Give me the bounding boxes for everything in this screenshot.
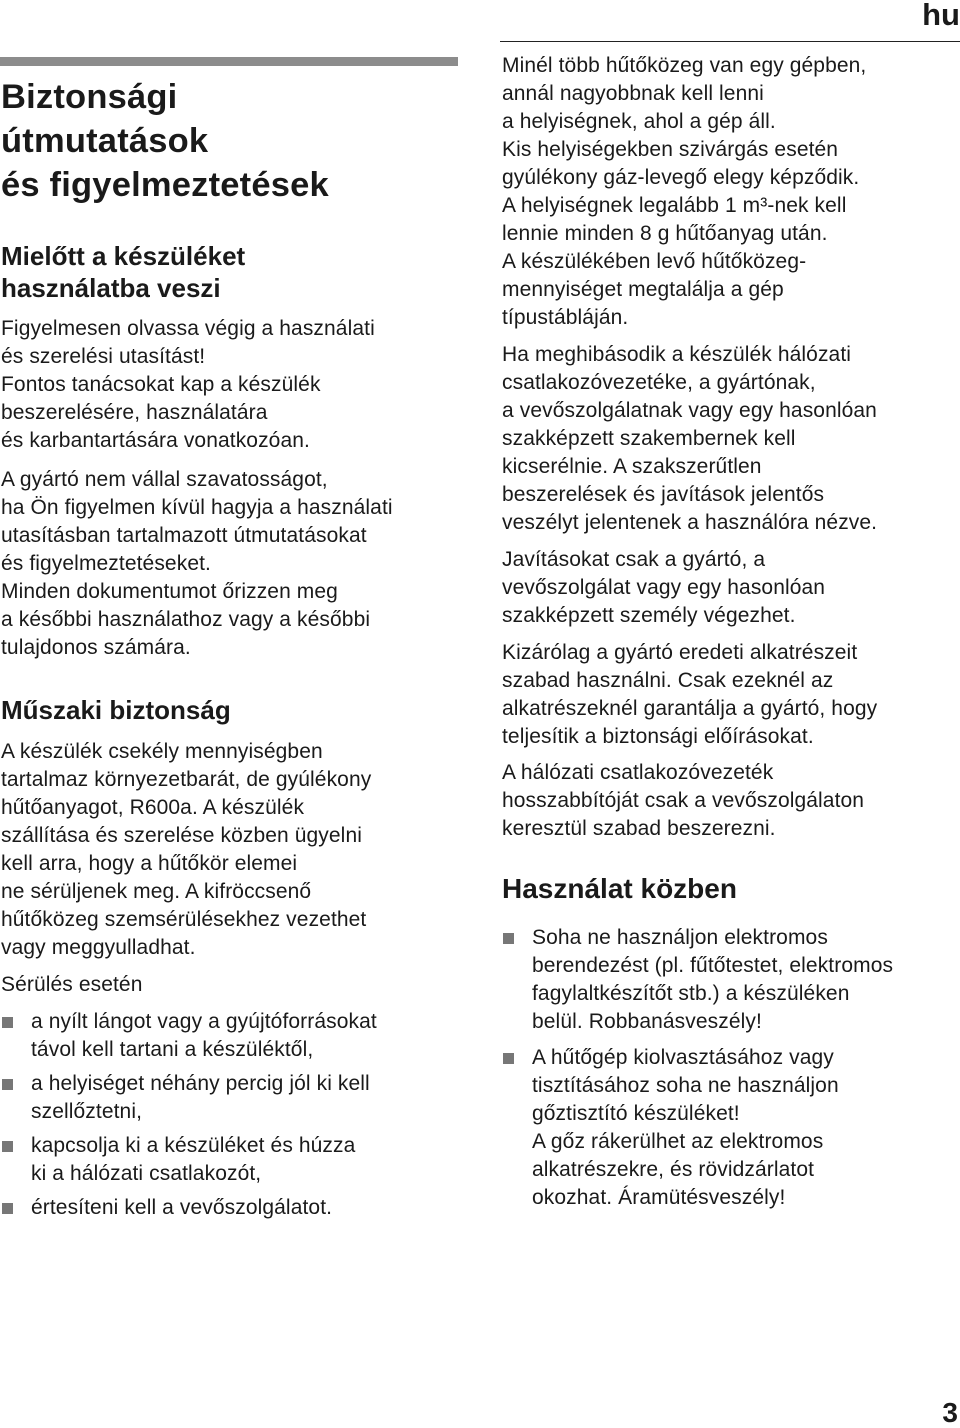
text-line: szállítása és szerelése közben ügyelni <box>1 824 362 847</box>
title-line: Biztonsági <box>1 78 178 116</box>
text-line: A hűtőgép kiolvasztásához vagy <box>532 1046 834 1069</box>
text-line: kell arra, hogy a hűtőkör elemei <box>1 852 298 875</box>
paragraph <box>502 639 958 751</box>
text-line: tartalmaz környezetbarát, de gyúlékony <box>1 768 372 791</box>
text-line: beszerelések és javítások jelentős <box>502 483 825 506</box>
section-heading-during-use: Használat közben <box>502 873 737 904</box>
text-line: okozhat. Áramütésveszély! <box>532 1186 786 1209</box>
text-line: fagylaltkészítőt stb.) a készüléken <box>532 982 850 1005</box>
text-line: ki a hálózati csatlakozót, <box>31 1162 262 1185</box>
heading-line: használatba veszi <box>1 273 221 303</box>
section-bar <box>0 57 458 66</box>
text-line: és karbantartására vonatkozóan. <box>1 429 310 452</box>
text-line: tisztításához soha ne használjon <box>532 1074 839 1097</box>
text-line: a nyílt lángot vagy a gyújtóforrásokat <box>31 1010 377 1033</box>
bullet-list <box>502 924 958 1212</box>
text-line: mennyiséget megtalálja a gép <box>502 278 784 301</box>
list-item <box>1 1194 461 1222</box>
text-line: keresztül szabad beszerezni. <box>502 817 776 840</box>
text-line: Minden dokumentumot őrizzen meg <box>1 580 338 603</box>
text-line: ha Ön figyelmen kívül hagyja a használati <box>1 496 393 519</box>
text-line: típustábláján. <box>502 306 629 329</box>
text-line: Kis helyiségekben szivárgás esetén <box>502 138 839 161</box>
text-line: kicserélnie. A szakszerűtlen <box>502 455 762 478</box>
section-heading-before-use <box>1 240 461 304</box>
title-line: és figyelmeztetések <box>1 166 329 204</box>
list-item <box>502 924 958 1036</box>
text-line: Kizárólag a gyártó eredeti alkatrészeit <box>502 641 858 664</box>
text-line: a későbbi használathoz vagy a későbbi <box>1 608 371 631</box>
list-item <box>1 1070 461 1126</box>
text-line: ne sérüljenek meg. A kifröccsenő <box>1 880 312 903</box>
text-line: Soha ne használjon elektromos <box>532 926 828 949</box>
paragraph <box>502 52 958 332</box>
text-line: a helyiséget néhány percig jól ki kell <box>31 1072 370 1095</box>
text-line: gőztisztító készüléket! <box>532 1102 740 1125</box>
section-heading-technical-safety: Műszaki biztonság <box>1 695 231 725</box>
text-line: Javításokat csak a gyártó, a <box>502 548 766 571</box>
text-line: távol kell tartani a készüléktől, <box>31 1038 314 1061</box>
text-line: A gyártó nem vállal szavatosságot, <box>1 468 328 491</box>
list-item <box>502 1044 958 1212</box>
list-item <box>1 1008 461 1064</box>
square-bullet-icon <box>2 1141 13 1152</box>
square-bullet-icon <box>503 933 514 944</box>
text-line: teljesítik a biztonsági előírásokat. <box>502 725 814 748</box>
text-line: A hálózati csatlakozóvezeték <box>502 761 774 784</box>
paragraph <box>1 738 461 962</box>
page-title <box>1 75 461 207</box>
text-line: lennie minden 8 g hűtőanyag után. <box>502 222 828 245</box>
text-line: a vevőszolgálatnak vagy egy hasonlóan <box>502 399 877 422</box>
text-line: hosszabbítóját csak a vevőszolgálaton <box>502 789 865 812</box>
text-line: és szerelési utasítást! <box>1 345 206 368</box>
text-line: hűtőanyagot, R600a. A készülék <box>1 796 305 819</box>
list-item <box>1 1132 461 1188</box>
title-line: útmutatások <box>1 122 209 160</box>
text-line: Minél több hűtőközeg van egy gépben, <box>502 54 867 77</box>
page-number: 3 <box>942 1397 958 1428</box>
paragraph <box>502 341 958 537</box>
text-line: Fontos tanácsokat kap a készülék <box>1 373 321 396</box>
text-line: vevőszolgálat vagy egy hasonlóan <box>502 576 826 599</box>
text-line: szakképzett személy végezhet. <box>502 604 796 627</box>
text-line: A készülékében levő hűtőközeg- <box>502 250 807 273</box>
text-line: vagy meggyulladhat. <box>1 936 196 959</box>
square-bullet-icon <box>2 1079 13 1090</box>
text-line: belül. Robbanásveszély! <box>532 1010 762 1033</box>
text-line: a helyiségnek, ahol a gép áll. <box>502 110 776 133</box>
paragraph <box>1 315 461 455</box>
text-line: utasításban tartalmazott útmutatásokat <box>1 524 367 547</box>
text-line: szabad használni. Csak ezeknél az <box>502 669 834 692</box>
language-code: hu <box>922 0 960 32</box>
square-bullet-icon <box>2 1017 13 1028</box>
text-line: csatlakozóvezetéke, a gyártónak, <box>502 371 816 394</box>
text-line: A gőz rákerülhet az elektromos <box>532 1130 824 1153</box>
text-line: alkatrészeknél garantálja a gyártó, hogy <box>502 697 878 720</box>
square-bullet-icon <box>2 1203 13 1214</box>
text-line: szellőztetni, <box>31 1100 143 1123</box>
text-line: Ha meghibásodik a készülék hálózati <box>502 343 852 366</box>
header-rule <box>500 41 960 42</box>
text-line: gyúlékony gáz-levegő elegy képződik. <box>502 166 860 189</box>
text-line: alkatrészekre, és rövidzárlatot <box>532 1158 815 1181</box>
heading-line: Mielőtt a készüléket <box>1 241 246 271</box>
text-line: kapcsolja ki a készüléket és húzza <box>31 1134 356 1157</box>
bullet-list <box>1 1008 461 1222</box>
text-line: értesíteni kell a vevőszolgálatot. <box>31 1196 333 1219</box>
paragraph <box>1 466 461 662</box>
text-line: Figyelmesen olvassa végig a használati <box>1 317 375 340</box>
text-line: szakképzett szakembernek kell <box>502 427 796 450</box>
text-line: veszélyt jelentenek a használóra nézve. <box>502 511 878 534</box>
text-line: tulajdonos számára. <box>1 636 191 659</box>
text-line: beszerelésére, használatára <box>1 401 268 424</box>
paragraph <box>502 546 958 630</box>
text-line: és figyelmeztetéseket. <box>1 552 211 575</box>
text-line: berendezést (pl. fűtőtestet, elektromos <box>532 954 894 977</box>
paragraph <box>502 759 958 843</box>
text-line: A helyiségnek legalább 1 m³-nek kell <box>502 194 847 217</box>
text-line: annál nagyobbnak kell lenni <box>502 82 764 105</box>
square-bullet-icon <box>503 1053 514 1064</box>
text-line: hűtőközeg szemsérülésekhez vezethet <box>1 908 367 931</box>
text-line: A készülék csekély mennyiségben <box>1 740 323 763</box>
paragraph: Sérülés esetén <box>1 973 143 996</box>
